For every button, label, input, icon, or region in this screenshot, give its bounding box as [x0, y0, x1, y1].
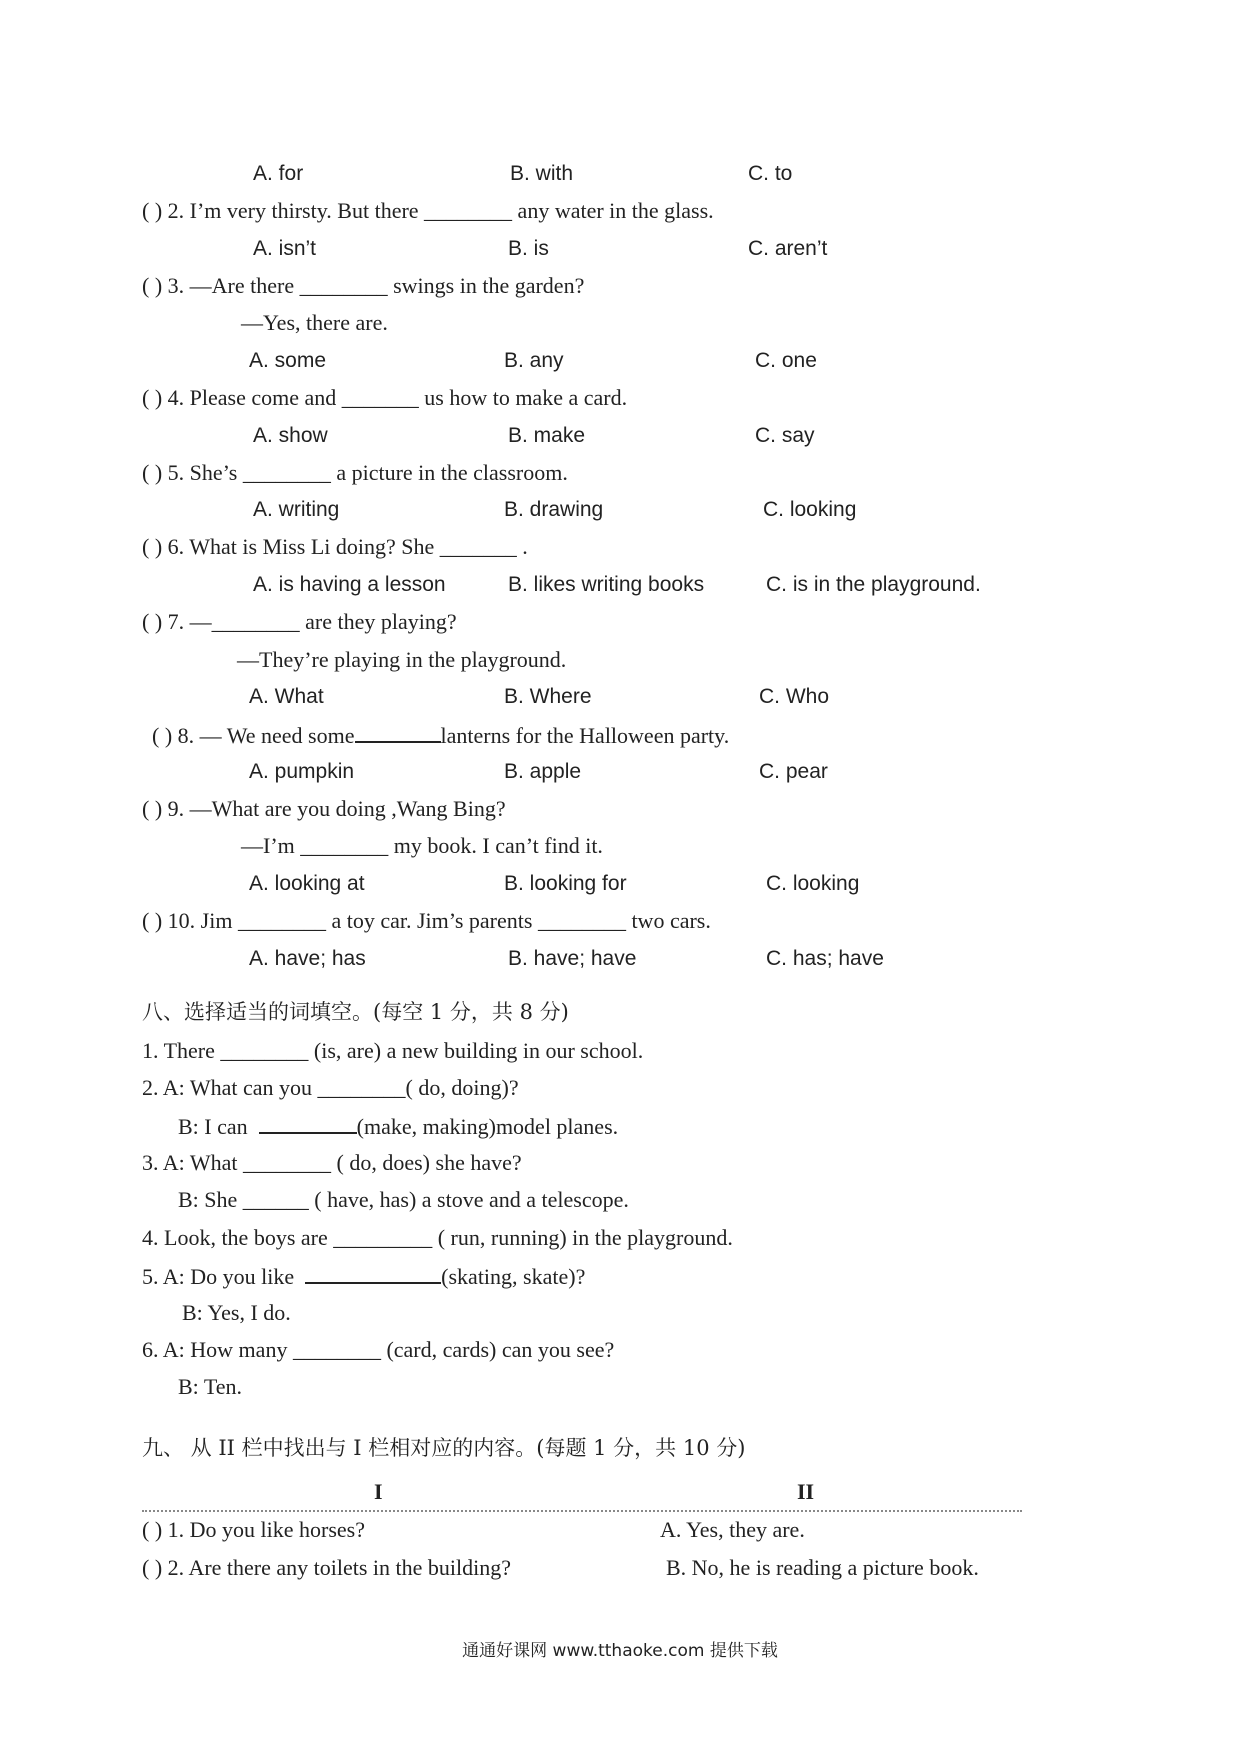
s8-line6a: 6. A: How many ________ (card, cards) can you see?	[142, 1337, 615, 1362]
q4-option-b: B. make	[508, 424, 586, 447]
s8-line2b-end: (make, making)model planes.	[356, 1114, 619, 1139]
q2-option-c: C. aren’t	[748, 237, 828, 260]
q3-option-b: B. any	[504, 349, 564, 372]
q7-reply: —They’re playing in the playground.	[237, 647, 567, 672]
q3-option-c: C. one	[755, 349, 817, 372]
s8-line6b: B: Ten.	[178, 1374, 243, 1399]
q6-option-a: A. is having a lesson	[253, 573, 446, 596]
q10-option-c: C. has; have	[766, 947, 884, 970]
s9-row2-question: ( ) 2. Are there any toilets in the building?	[142, 1555, 512, 1580]
q9-option-c: C. looking	[766, 872, 860, 895]
q1-option-a: A. for	[253, 162, 304, 185]
q4-option-a: A. show	[253, 424, 328, 447]
q5-option-c: C. looking	[763, 498, 857, 521]
q8-option-c: C. pear	[759, 760, 828, 783]
s9-row1-answer: A. Yes, they are.	[660, 1517, 805, 1542]
q8-stem-end: lanterns for the Halloween party.	[440, 723, 730, 748]
q9-stem: ( ) 9. —What are you doing ,Wang Bing?	[142, 796, 506, 821]
q6-option-c: C. is in the playground.	[766, 573, 981, 596]
q9-reply: —I’m ________ my book. I can’t find it.	[241, 833, 603, 858]
s8-line2b-start: B: I can	[178, 1114, 248, 1139]
s9-row2-answer: B. No, he is reading a picture book.	[666, 1555, 979, 1580]
q3-option-a: A. some	[249, 349, 327, 372]
q8-option-a: A. pumpkin	[249, 760, 355, 783]
column-divider-dots	[142, 1508, 1022, 1512]
q9-option-a: A. looking at	[249, 872, 365, 895]
q10-stem: ( ) 10. Jim ________ a toy car. Jim’s parents ________ two cars.	[142, 908, 711, 933]
q7-option-c: C. Who	[759, 685, 830, 708]
q6-stem: ( ) 6. What is Miss Li doing? She _______ .	[142, 534, 528, 559]
s8-line5a-start: 5. A: Do you like	[142, 1264, 295, 1289]
s8-line3a: 3. A: What ________ ( do, does) she have?	[142, 1150, 522, 1175]
q4-option-c: C. say	[755, 424, 815, 447]
q5-stem: ( ) 5. She’s ________ a picture in the classroom.	[142, 460, 568, 485]
q10-option-b: B. have; have	[508, 947, 637, 970]
q1-option-b: B. with	[510, 162, 574, 185]
q2-option-a: A. isn’t	[253, 237, 317, 260]
q7-option-a: A. What	[249, 685, 324, 708]
q10-option-a: A. have; has	[249, 947, 366, 970]
q5-option-a: A. writing	[253, 498, 340, 521]
s8-line1: 1. There ________ (is, are) a new building in our school.	[142, 1038, 644, 1063]
q8-stem-start: ( ) 8. — We need some	[152, 723, 355, 748]
q2-option-b: B. is	[508, 237, 549, 260]
q4-stem: ( ) 4. Please come and _______ us how to make a card.	[142, 385, 628, 410]
s8-line2a: 2. A: What can you ________( do, doing)?	[142, 1075, 519, 1100]
section9-title: 九、 从 II 栏中找出与 I 栏相对应的内容。(每题 1 分，共 10 分)	[142, 1436, 746, 1460]
s8-line5a-end: (skating, skate)?	[441, 1264, 586, 1289]
q7-option-b: B. Where	[504, 685, 592, 708]
footer-credit: 通通好课网 www.tthaoke.com 提供下载	[462, 1641, 778, 1661]
s9-row1-question: ( ) 1. Do you like horses?	[142, 1517, 366, 1542]
q8-option-b: B. apple	[504, 760, 582, 783]
column-ii-header: II	[793, 1479, 818, 1505]
s8-line5b: B: Yes, I do.	[182, 1300, 291, 1325]
q2-stem: ( ) 2. I’m very thirsty. But there ________ any water in the glass.	[142, 198, 714, 223]
column-i-header: I	[370, 1479, 387, 1505]
q8-stem	[152, 721, 729, 749]
section8-title: 八、选择适当的词填空。(每空 1 分，共 8 分)	[142, 1000, 569, 1024]
q3-reply: —Yes, there are.	[241, 310, 388, 335]
q7-stem: ( ) 7. —________ are they playing?	[142, 609, 457, 634]
q9-option-b: B. looking for	[504, 872, 627, 895]
q3-stem: ( ) 3. —Are there ________ swings in the garden?	[142, 273, 585, 298]
s8-line5a	[142, 1262, 585, 1290]
s8-line4: 4. Look, the boys are _________ ( run, running) in the playground.	[142, 1225, 733, 1250]
q8-blank	[355, 721, 441, 743]
q1-option-c: C. to	[748, 162, 793, 185]
q6-option-b: B. likes writing books	[508, 573, 705, 596]
s8-line2b	[178, 1112, 618, 1140]
q5-option-b: B. drawing	[504, 498, 604, 521]
s8-line3b: B: She ______ ( have, has) a stove and a telescope.	[178, 1187, 629, 1212]
s8-line5a-blank	[305, 1262, 441, 1284]
s8-line2b-blank	[259, 1112, 357, 1134]
